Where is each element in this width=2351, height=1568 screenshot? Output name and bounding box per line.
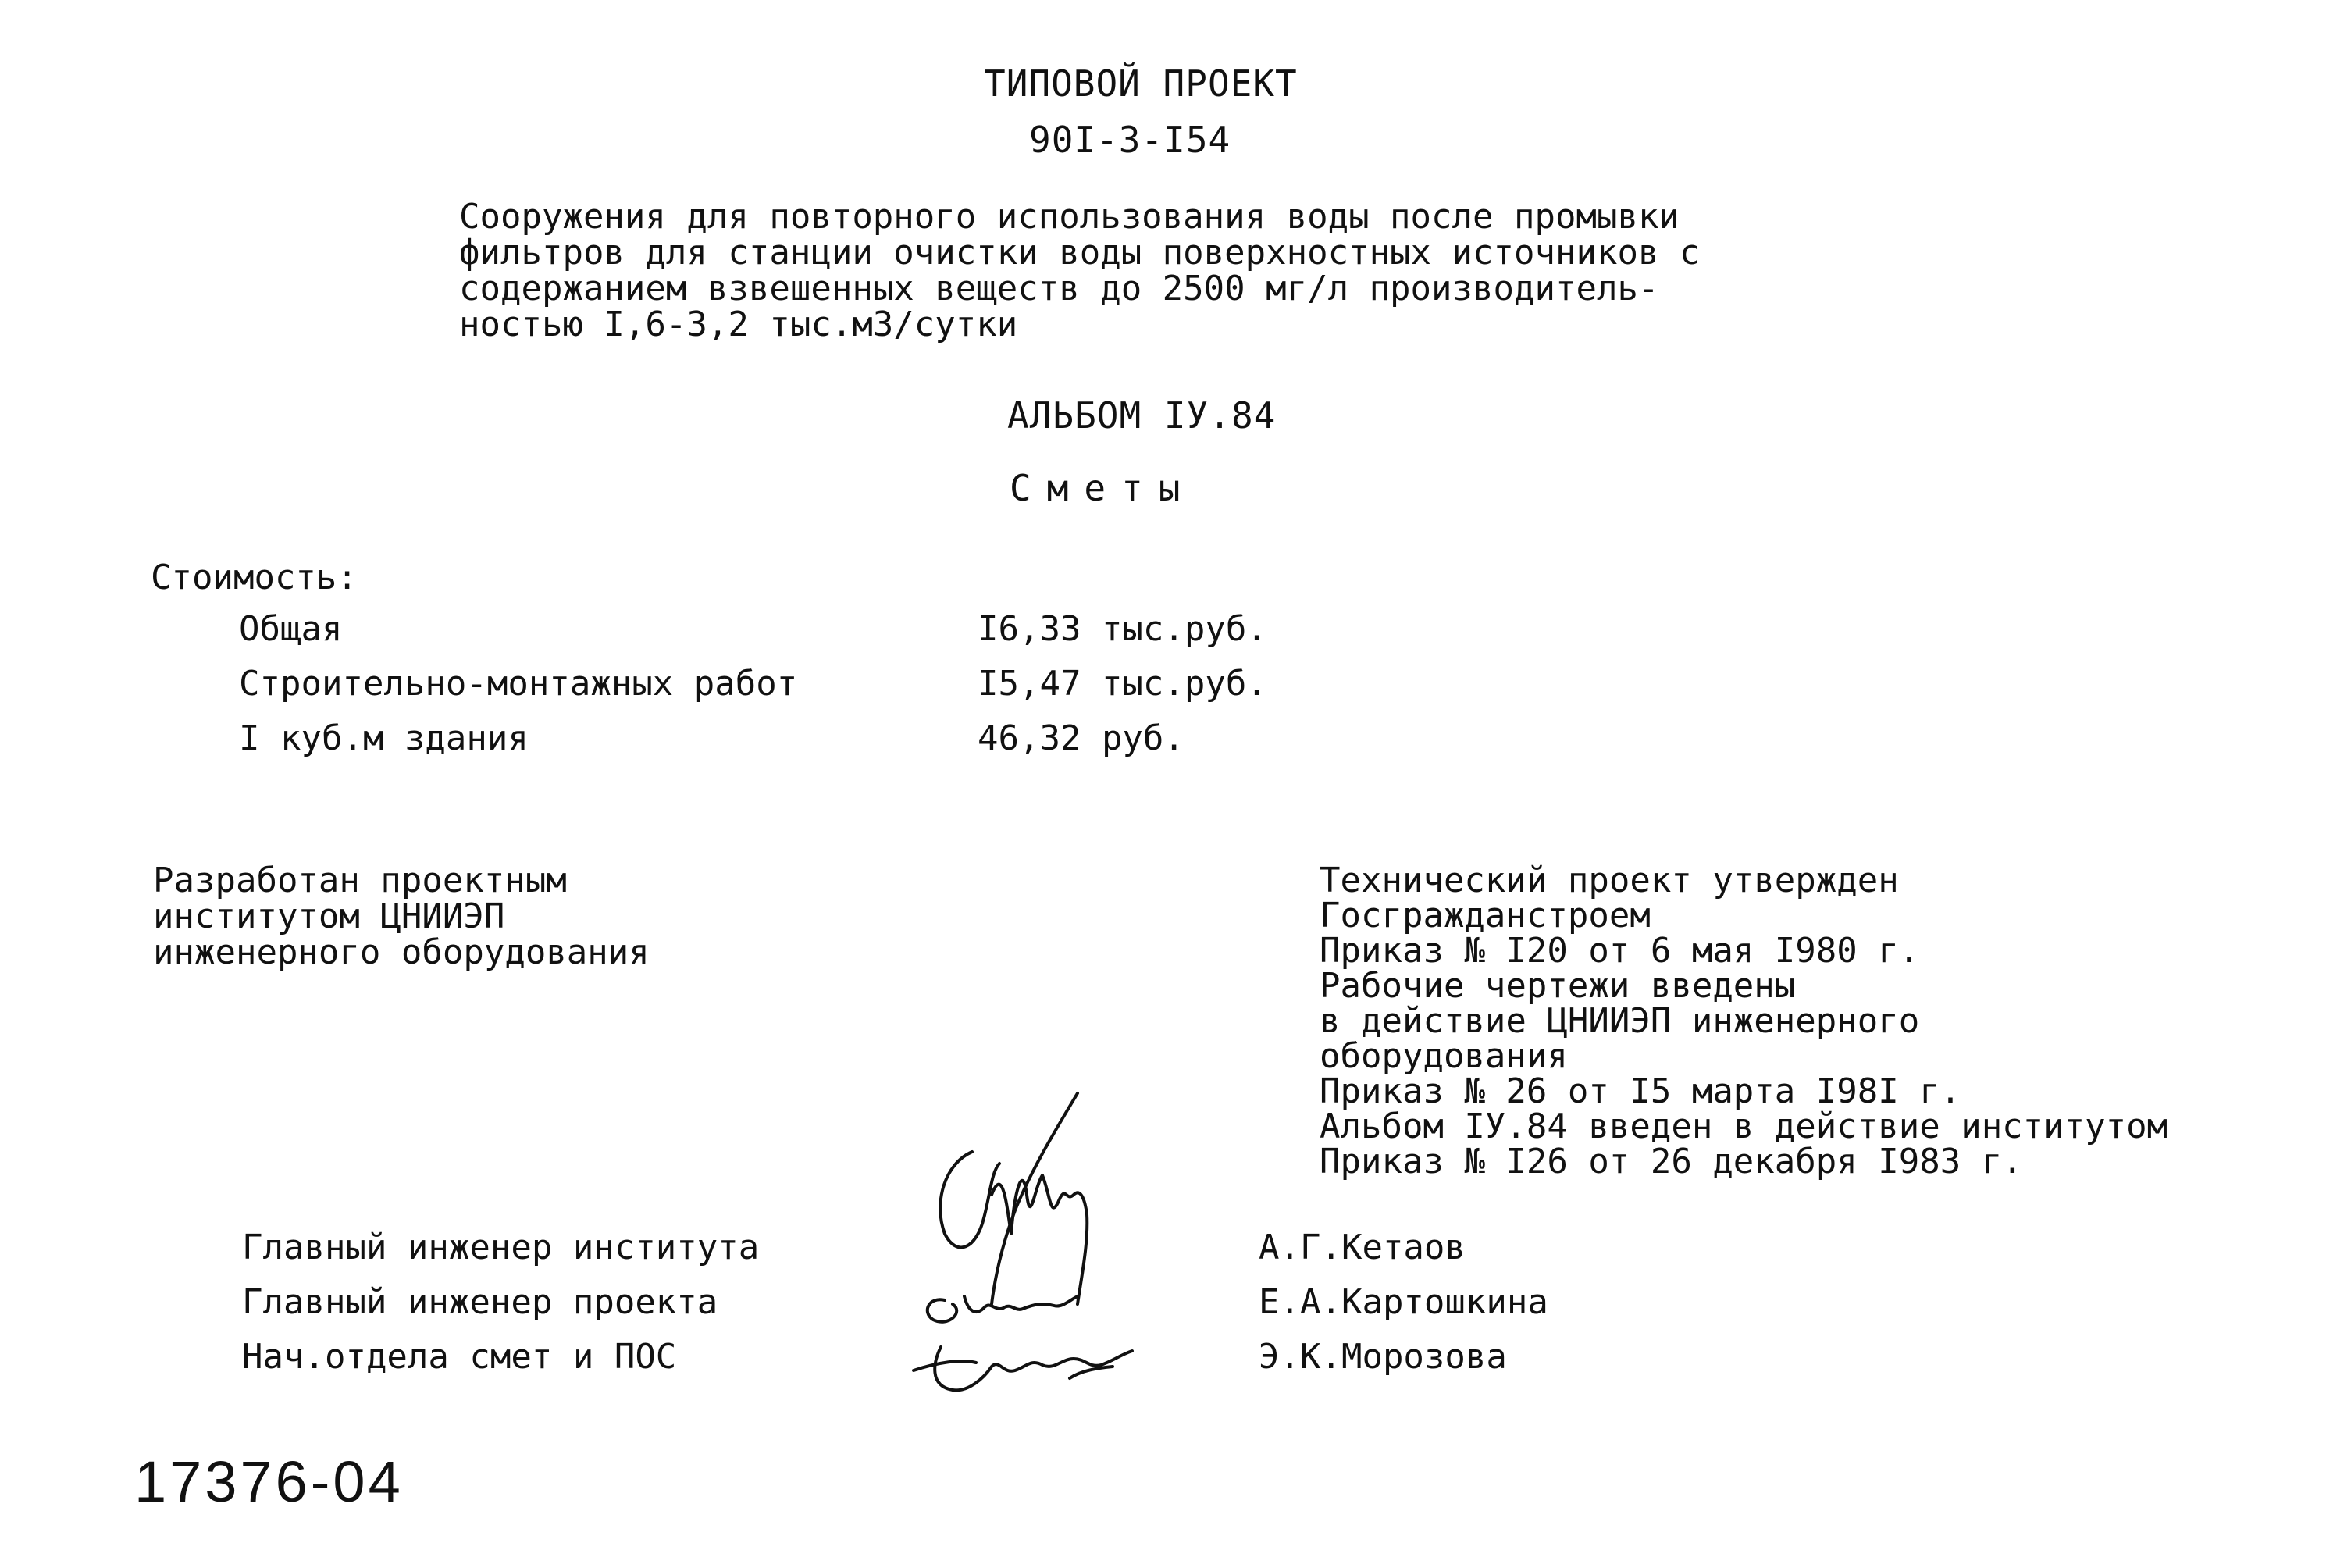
cost-row-label: Общая bbox=[239, 609, 343, 649]
signatory-position: Главный инженер института bbox=[242, 1228, 760, 1267]
cost-heading: Стоимость: bbox=[151, 558, 358, 597]
signatory-name: А.Г.Кетаов bbox=[1259, 1228, 1466, 1267]
project-description bbox=[459, 199, 1700, 343]
cost-row-value: I6,33 тыс.руб. bbox=[978, 609, 1267, 649]
approval-line: Технический проект утвержден bbox=[1320, 861, 1899, 900]
description-line: содержанием взвешенных веществ до 2500 мг/л производитель- bbox=[459, 269, 1659, 308]
approval-line: в действие ЦНИИЭП инженерного bbox=[1320, 1001, 1920, 1041]
album-label: АЛЬБОМ IУ.84 bbox=[1007, 394, 1277, 437]
approval-block bbox=[1320, 863, 2168, 1179]
signatory-position: Нач.отдела смет и ПОС bbox=[242, 1337, 677, 1377]
developer-block bbox=[153, 863, 650, 971]
cost-row-value: 46,32 руб. bbox=[978, 718, 1184, 758]
approval-line: Госгражданстроем bbox=[1320, 896, 1651, 935]
cost-row-label: Строительно-монтажных работ bbox=[239, 664, 798, 704]
developer-line: Разработан проектным bbox=[153, 861, 567, 900]
approval-line: Приказ № I20 от 6 мая I980 г. bbox=[1320, 931, 1920, 971]
approval-line: Рабочие чертежи введены bbox=[1320, 966, 1796, 1006]
signatory-name: Е.А.Картошкина bbox=[1259, 1282, 1548, 1322]
cost-row-value: I5,47 тыс.руб. bbox=[978, 664, 1267, 704]
approval-line: Приказ № I26 от 26 декабря I983 г. bbox=[1320, 1142, 2023, 1181]
signatory-name: Э.К.Морозова bbox=[1259, 1337, 1507, 1377]
cost-row-label: I куб.м здания bbox=[239, 718, 529, 758]
project-number: 90I-3-I54 bbox=[1029, 119, 1231, 161]
album-subtitle: Сметы bbox=[1010, 467, 1196, 509]
approval-line: оборудования bbox=[1320, 1036, 1568, 1076]
document-number: 17376-04 bbox=[134, 1449, 404, 1514]
project-type-title: ТИПОВОЙ ПРОЕКТ bbox=[984, 62, 1298, 105]
signatory-position: Главный инженер проекта bbox=[242, 1282, 718, 1322]
approval-line: Приказ № 26 от I5 марта I98I г. bbox=[1320, 1071, 1961, 1111]
developer-line: институтом ЦНИИЭП bbox=[153, 896, 505, 936]
handwritten-signatures bbox=[898, 1078, 1156, 1413]
approval-line: Альбом IУ.84 введен в действие институтом bbox=[1320, 1107, 2168, 1146]
developer-line: инженерного оборудования bbox=[153, 932, 650, 972]
description-line: Сооружения для повторного использования воды после промывки bbox=[459, 197, 1680, 237]
description-line: фильтров для станции очистки воды поверхностных источников с bbox=[459, 233, 1701, 273]
description-line: ностью I,6-3,2 тыс.м3/сутки bbox=[459, 305, 1018, 344]
